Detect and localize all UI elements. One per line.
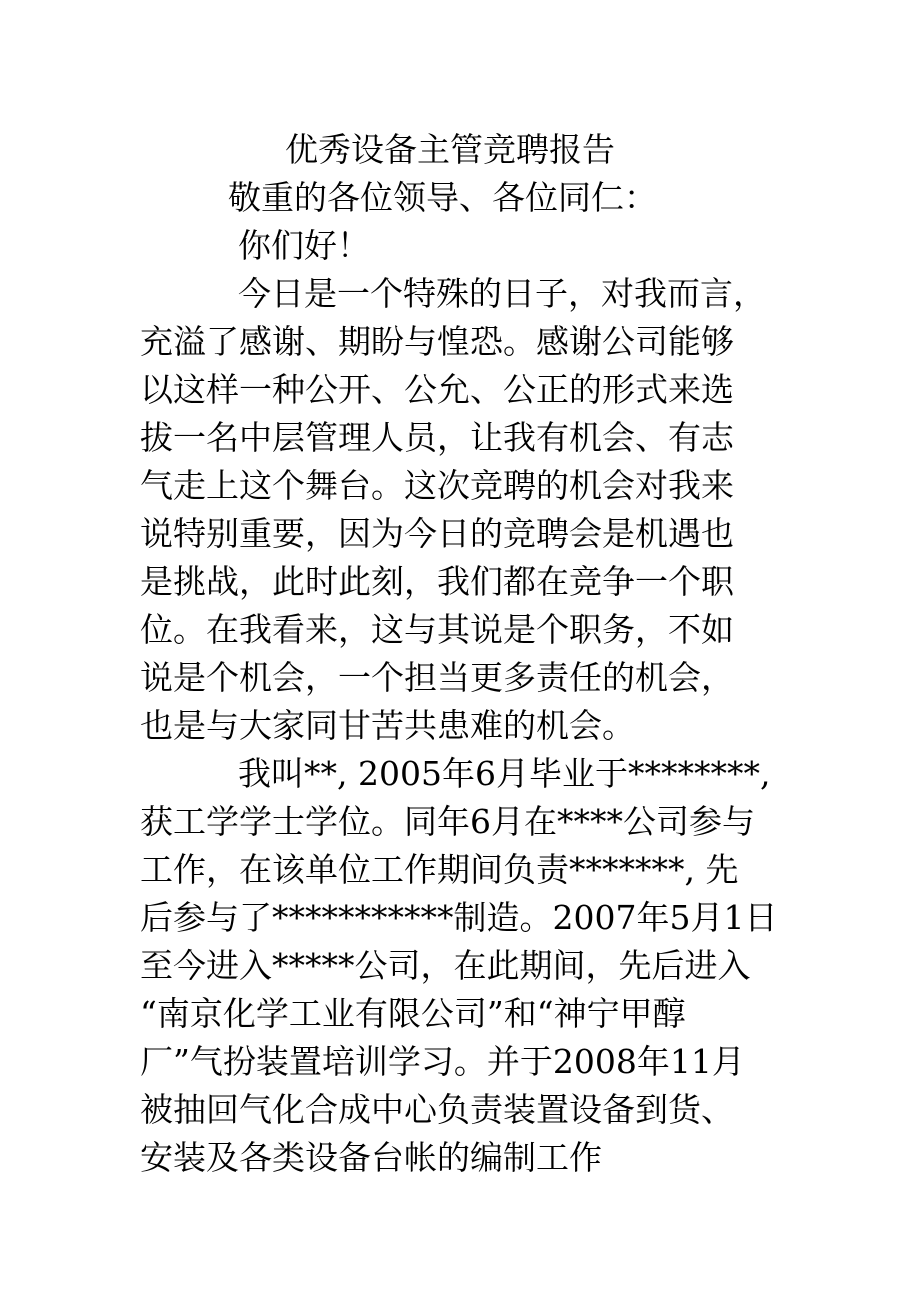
paragraph-2-line-4: 后参与了***********制造。2007年5月1日 bbox=[140, 898, 778, 937]
salutation: 敬重的各位领导、各位同仁： bbox=[228, 178, 657, 217]
paragraph-1-line-2: 充溢了感谢、期盼与惶恐。感谢公司能够 bbox=[140, 322, 734, 361]
greeting: 你们好！ bbox=[238, 226, 370, 265]
paragraph-1-line-6: 说特别重要，因为今日的竞聘会是机遇也 bbox=[140, 514, 734, 553]
paragraph-2-line-9: 安装及各类设备台帐的编制工作 bbox=[140, 1138, 602, 1177]
paragraph-2-line-2: 获工学学士学位。同年6月在****公司参与 bbox=[140, 802, 755, 841]
paragraph-1-line-3: 以这样一种公开、公允、公正的形式来选 bbox=[140, 370, 734, 409]
paragraph-1-line-9: 说是个机会，一个担当更多责任的机会， bbox=[140, 658, 734, 697]
paragraph-1-line-8: 位。在我看来，这与其说是个职务，不如 bbox=[140, 610, 734, 649]
paragraph-2-line-7: 厂”气扮装置培训学习。并于2008年11月 bbox=[140, 1042, 745, 1081]
paragraph-1-line-7: 是挑战，此时此刻，我们都在竞争一个职 bbox=[140, 562, 734, 601]
paragraph-2-line-1: 我叫**, 2005年6月毕业于********, bbox=[238, 754, 771, 793]
document-title: 优秀设备主管竞聘报告 bbox=[285, 130, 615, 169]
paragraph-2-line-3: 工作，在该单位工作期间负责*******, 先 bbox=[140, 850, 739, 889]
paragraph-2-line-5: 至今进入*****公司，在此期间，先后进入 bbox=[140, 946, 751, 985]
paragraph-2-line-6: “南京化学工业有限公司”和“神宁甲醇 bbox=[140, 994, 686, 1033]
paragraph-2-line-8: 被抽回气化合成中心负责装置设备到货、 bbox=[140, 1090, 734, 1129]
paragraph-1-line-1: 今日是一个特殊的日子，对我而言， bbox=[238, 274, 766, 313]
paragraph-1-line-4: 拔一名中层管理人员，让我有机会、有志 bbox=[140, 418, 734, 457]
paragraph-1-line-5: 气走上这个舞台。这次竞聘的机会对我来 bbox=[140, 466, 734, 505]
paragraph-1-line-10: 也是与大家同甘苦共患难的机会。 bbox=[140, 706, 635, 745]
